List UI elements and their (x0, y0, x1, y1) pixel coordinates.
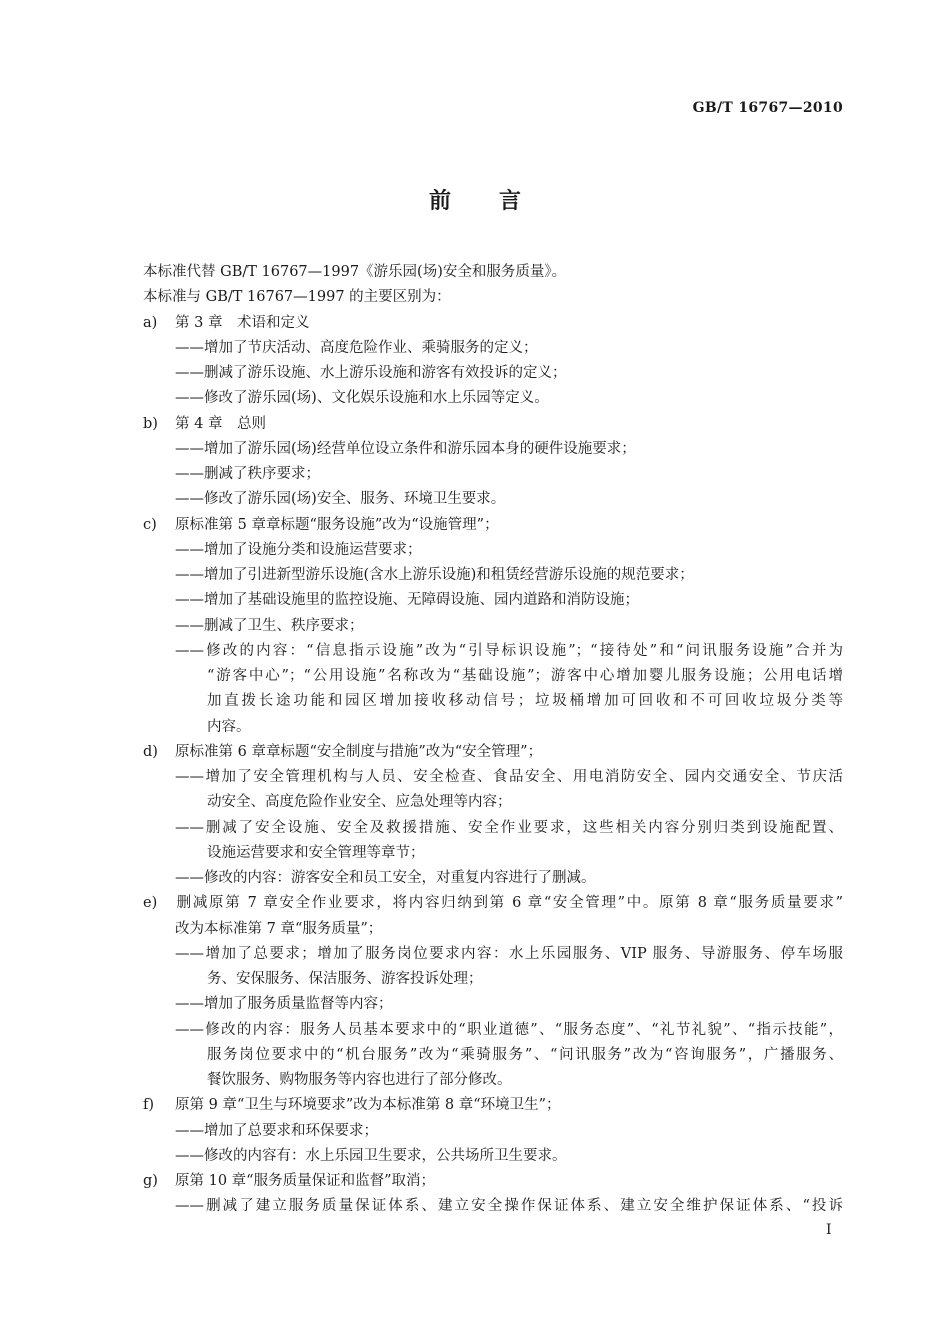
list-item-continuation: 动安全、高度危险作业安全、应急处理等内容； (207, 794, 512, 811)
list-item-continuation: “游客中心”；“公用设施”名称改为“基础设施”；游客中心增加婴儿服务设施；公用电话增 (207, 668, 843, 684)
list-item-continuation: 设施运营要求和安全管理等章节； (207, 844, 425, 861)
section-title-line (143, 412, 843, 437)
change-section (143, 513, 843, 740)
section-label: a) (143, 314, 158, 331)
section-title-text: 删减原第 7 章安全作业要求，将内容归纳到第 6 章“安全管理”中。原第 8 章“服务质量要求” (175, 895, 843, 912)
list-item: ——增加了设施分类和设施运营要求； (175, 541, 422, 558)
list-item: ——修改的内容：“信息指示设施”改为“引导标识设施”；“接待处”和“问讯服务设施”合并为 (175, 642, 843, 659)
change-section (143, 891, 843, 1093)
section-title-line (143, 513, 843, 538)
section-title-text: 原标准第 5 章章标题“服务设施”改为“设施管理”； (175, 516, 499, 533)
section-label: g) (143, 1173, 158, 1189)
list-item: ——删减了建立服务质量保证体系、建立安全操作保证体系、建立安全维护保证体系、“投诉 (175, 1198, 843, 1215)
list-item: ——增加了总要求；增加了服务岗位要求内容：水上乐园服务、VIP 服务、导游服务、停车场服 (175, 945, 843, 962)
list-item: ——删减了安全设施、安全及救援措施、安全作业要求，这些相关内容分别归类到设施配置、 (175, 819, 843, 836)
list-item: ——删减了秩序要求； (175, 466, 320, 482)
section-label: c) (143, 516, 157, 533)
section-label: f) (143, 1097, 155, 1114)
list-item: ——修改的内容有：水上乐园卫生要求，公共场所卫生要求。 (175, 1147, 567, 1164)
section-label: b) (143, 415, 158, 432)
change-section (143, 412, 843, 513)
list-item: ——增加了节庆活动、高度危险作业、乘骑服务的定义； (175, 339, 538, 356)
page-number: I (826, 1222, 832, 1238)
list-item: ——增加了服务质量监督等内容； (175, 996, 393, 1013)
change-section (143, 740, 843, 892)
list-item: ——删减了卫生、秩序要求； (175, 617, 364, 634)
list-item: ——修改了游乐园(场)、文化娱乐设施和水上乐园等定义。 (175, 390, 549, 407)
change-section (143, 311, 843, 412)
list-item-continuation: 餐饮服务、购物服务等内容也进行了部分修改。 (207, 1072, 512, 1088)
change-list (143, 311, 843, 1220)
section-title-line: 改为本标准第 7 章“服务质量”； (175, 920, 383, 937)
section-title-text: 原第 9 章“卫生与环境要求”改为本标准第 8 章“环境卫生”； (175, 1097, 561, 1114)
list-item: ——增加了总要求和环保要求； (175, 1122, 378, 1139)
list-item: ——修改的内容：游客安全和员工安全，对重复内容进行了删减。 (175, 870, 596, 886)
change-section (143, 1169, 843, 1220)
section-title-line (143, 740, 843, 765)
list-item-continuation: 内容。 (207, 718, 251, 735)
list-item: ——增加了基础设施里的监控设施、无障碍设施、园内道路和消防设施； (175, 592, 639, 609)
change-section (143, 1093, 843, 1169)
section-title-text: 原标准第 6 章章标题“安全制度与措施”改为“安全管理”； (175, 743, 543, 760)
section-title-line (143, 1093, 843, 1118)
list-item: ——修改了游乐园(场)安全、服务、环境卫生要求。 (175, 491, 506, 508)
list-item: ——增加了游乐园(场)经营单位设立条件和游乐园本身的硬件设施要求； (175, 440, 636, 457)
page-title: 前言 (428, 188, 569, 214)
list-item: ——删减了游乐设施、水上游乐设施和游客有效投诉的定义； (175, 365, 567, 381)
section-title-line (143, 1169, 843, 1194)
list-item: ——增加了引进新型游乐设施(含水上游乐设施)和租赁经营游乐设施的规范要求； (175, 567, 694, 583)
section-title-line (143, 311, 843, 336)
intro-line: 本标准与 GB/T 16767—1997 的主要区别为： (143, 289, 451, 306)
list-item: ——修改的内容：服务人员基本要求中的“职业道德”、“服务态度”、“礼节礼貌”、“指示技能”， (175, 1021, 843, 1038)
intro-line: 本标准代替 GB/T 16767—1997《游乐园(场)安全和服务质量》。 (143, 264, 567, 280)
section-title-line (143, 891, 843, 916)
section-title-text: 第 4 章 总则 (175, 415, 266, 432)
standard-code: GB/T 16767—2010 (692, 100, 843, 116)
document-body (143, 260, 843, 1220)
section-label: d) (143, 743, 158, 760)
list-item: ——增加了安全管理机构与人员、安全检查、食品安全、用电消防安全、园内交通安全、节庆活 (175, 769, 843, 785)
section-title-text: 原第 10 章“服务质量保证和监督”取消； (175, 1173, 435, 1189)
list-item-continuation: 加直拨长途功能和园区增加接收移动信号；垃圾桶增加可回收和不可回收垃圾分类等 (207, 693, 843, 710)
section-title-text: 第 3 章 术语和定义 (175, 314, 310, 331)
section-label: e) (143, 895, 158, 912)
list-item-continuation: 务、安保服务、保洁服务、游客投诉处理； (207, 971, 483, 987)
list-item-continuation: 服务岗位要求中的“机台服务”改为“乘骑服务”、“问讯服务”改为“咨询服务”，广播服务、 (207, 1046, 843, 1063)
